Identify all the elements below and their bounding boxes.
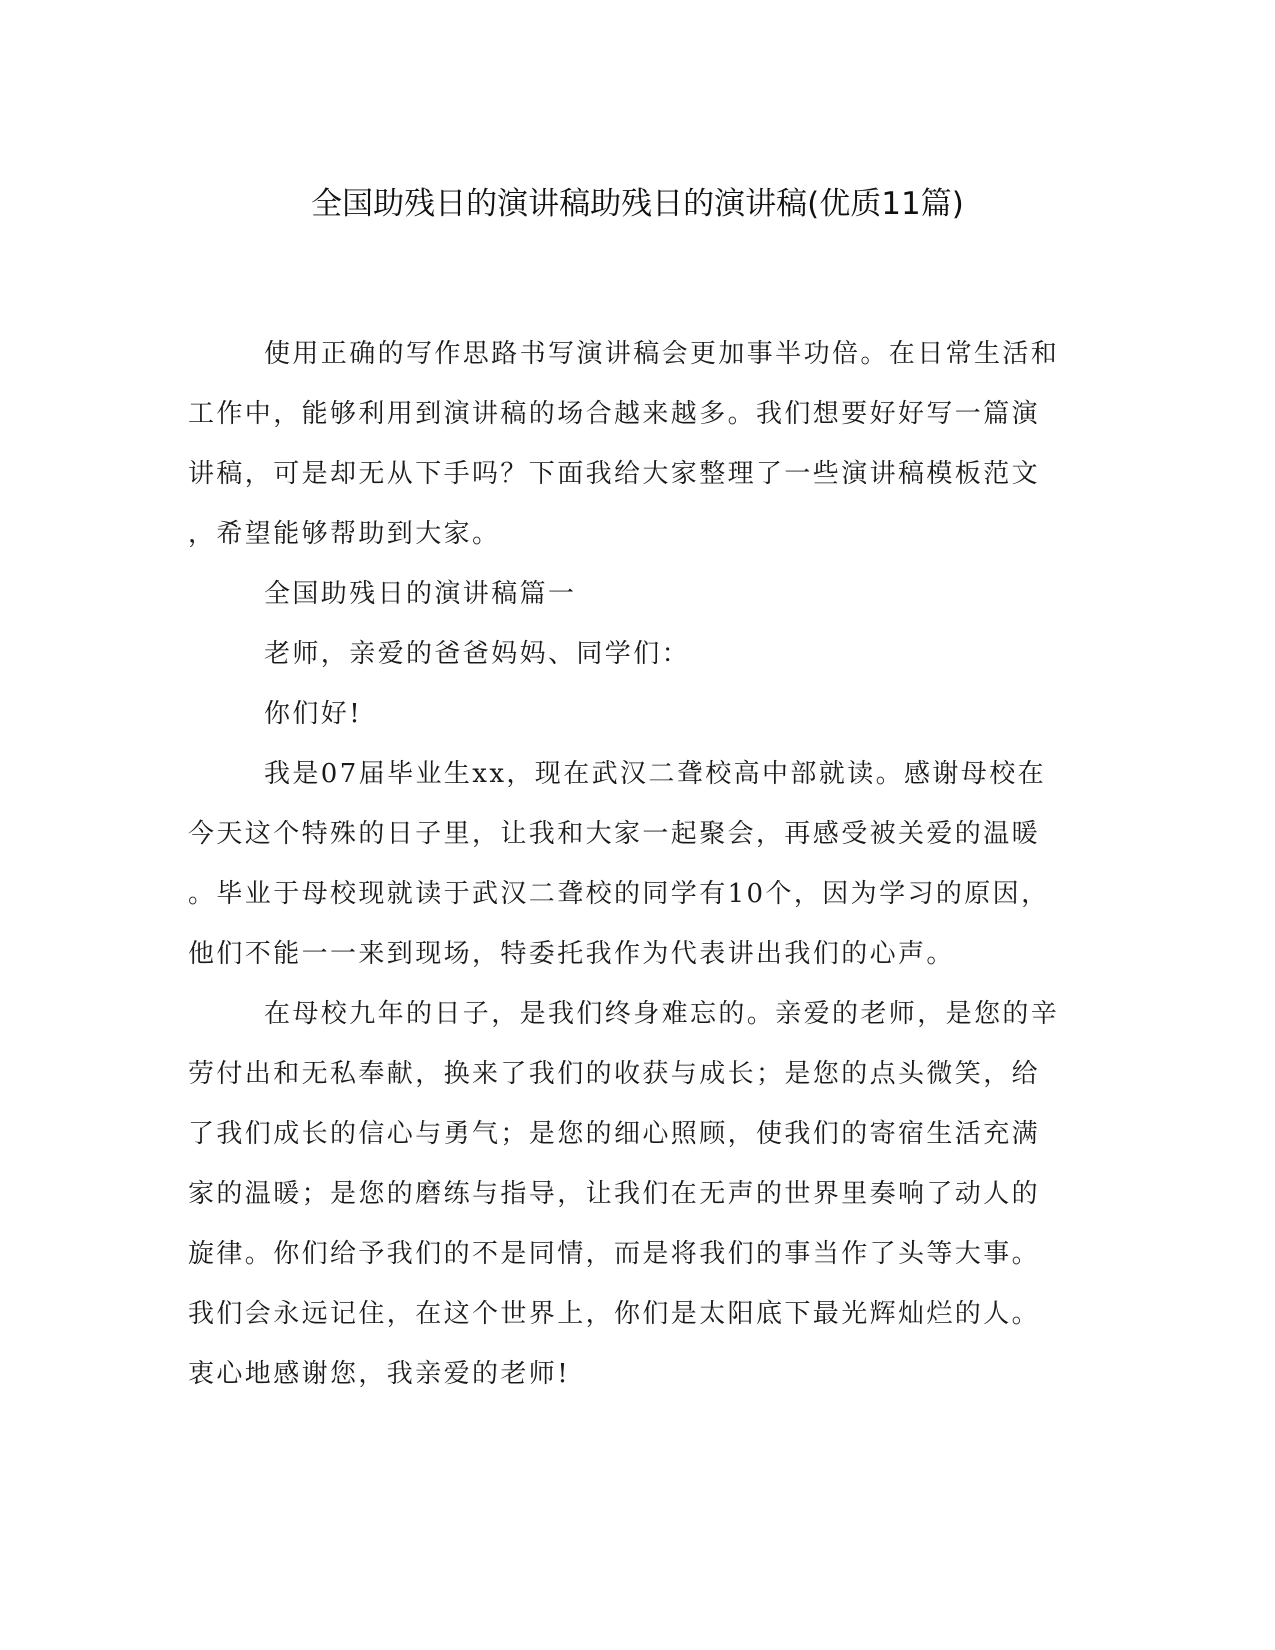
text-line: 在母校九年的日子，是我们终身难忘的。亲爱的老师，是您的辛	[264, 999, 1060, 1029]
text-line: 他们不能一一来到现场，特委托我作为代表讲出我们的心声。	[188, 939, 955, 969]
text-line: 劳付出和无私奉献，换来了我们的收获与成长；是您的点头微笑，给	[188, 1059, 1041, 1089]
text-line: 我们会永远记住，在这个世界上，你们是太阳底下最光辉灿烂的人。	[188, 1299, 1041, 1329]
text-line: 今天这个特殊的日子里，让我和大家一起聚会，再感受被关爱的温暖	[188, 819, 1041, 849]
text-line: 家的温暖；是您的磨练与指导，让我们在无声的世界里奏响了动人的	[188, 1179, 1041, 1209]
text-line: 使用正确的写作思路书写演讲稿会更加事半功倍。在日常生活和	[264, 339, 1060, 369]
text-line: 旋律。你们给予我们的不是同情，而是将我们的事当作了头等大事。	[188, 1239, 1041, 1269]
text-line: 衷心地感谢您，我亲爱的老师!	[188, 1359, 571, 1389]
greeting: 你们好!	[264, 699, 363, 729]
text-line: ，希望能够帮助到大家。	[188, 519, 501, 549]
text-line: 工作中，能够利用到演讲稿的场合越来越多。我们想要好好写一篇演	[188, 399, 1041, 429]
text-line: 讲稿，可是却无从下手吗？下面我给大家整理了一些演讲稿模板范文	[188, 459, 1041, 489]
text-line: 。毕业于母校现就读于武汉二聋校的同学有10个，因为学习的原因，	[188, 879, 1050, 909]
text-line: 我是07届毕业生xx，现在武汉二聋校高中部就读。感谢母校在	[264, 759, 1047, 789]
text-line: 了我们成长的信心与勇气；是您的细心照顾，使我们的寄宿生活充满	[188, 1119, 1041, 1149]
section-heading: 全国助残日的演讲稿篇一	[264, 579, 577, 609]
document-body	[188, 324, 1078, 1404]
document-title: 全国助残日的演讲稿助残日的演讲稿(优质11篇)	[311, 186, 964, 222]
salutation: 老师，亲爱的爸爸妈妈、同学们：	[264, 639, 691, 669]
